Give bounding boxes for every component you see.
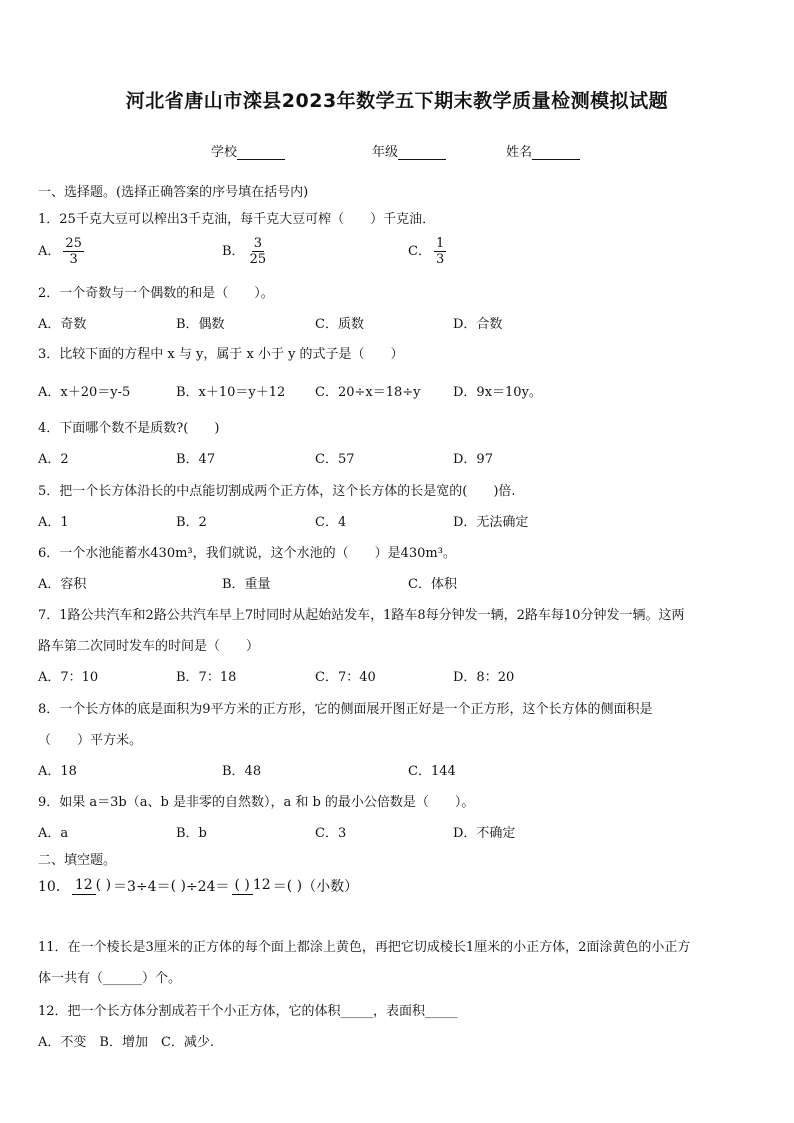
q12-options[interactable]: A．不变 B．增加 C．减少. — [38, 1035, 215, 1050]
q1-option-c[interactable] — [408, 236, 446, 267]
q2-option-b[interactable]: B．偶数 — [176, 317, 225, 332]
fraction-numerator: 3 — [253, 236, 262, 251]
q4-option-d[interactable]: D．97 — [453, 452, 493, 467]
q1-option-a[interactable] — [38, 236, 84, 267]
fraction-numerator: 25 — [65, 236, 82, 251]
q5-option-c[interactable]: C．4 — [315, 515, 347, 530]
section-heading-fill: 二、填空题。 — [38, 853, 117, 868]
q7-option-b[interactable]: B．7：18 — [176, 670, 237, 685]
q4-option-b[interactable]: B．47 — [176, 452, 216, 467]
question-9: 9．如果 a＝3b（a、b 是非零的自然数），a 和 b 的最小公倍数是（ ）。 — [38, 795, 475, 810]
q6-option-a[interactable]: A．容积 — [38, 577, 87, 592]
q4-option-a[interactable]: A．2 — [38, 452, 69, 467]
q8-option-a[interactable]: A．18 — [38, 764, 77, 779]
q10-equation-part-2: ÷24＝ — [185, 879, 230, 895]
name-blank[interactable] — [532, 145, 580, 160]
q6-option-b[interactable]: B．重量 — [222, 577, 271, 592]
q9-option-b[interactable]: B．b — [176, 826, 207, 841]
school-label: 学校 — [211, 145, 238, 160]
question-4: 4．下面哪个数不是质数?( ) — [38, 421, 220, 436]
grade-field — [372, 141, 446, 160]
question-8-line-1: 8．一个长方体的底是面积为9平方米的正方形，它的侧面展开图正好是一个正方形，这个长方体的侧面积是 — [38, 702, 653, 717]
q1-option-a-label: A． — [38, 244, 61, 259]
question-8-line-2: （ ）平方米。 — [38, 733, 143, 748]
section-heading-choice: 一、选择题。(选择正确答案的序号填在括号内) — [38, 185, 309, 200]
fraction-denominator: 3 — [435, 252, 445, 267]
q2-option-a[interactable]: A．奇数 — [38, 317, 87, 332]
question-3: 3．比较下面的方程中 x 与 y，属于 x 小于 y 的式子是（ ） — [38, 347, 404, 362]
q7-option-c[interactable]: C．7：40 — [315, 670, 376, 685]
question-5: 5．把一个长方体沿长的中点能切割成两个正方体，这个长方体的长是宽的( )倍. — [38, 484, 516, 499]
question-10 — [38, 876, 358, 896]
q3-option-d[interactable]: D．9x＝10y。 — [453, 385, 542, 400]
q7-option-a[interactable]: A．7：10 — [38, 670, 99, 685]
q1-option-b[interactable] — [222, 236, 268, 267]
school-blank[interactable] — [237, 145, 285, 160]
q9-option-d[interactable]: D．不确定 — [453, 826, 516, 841]
q10-equation-part-3: ＝ — [272, 879, 287, 895]
q2-option-c[interactable]: C．质数 — [315, 317, 364, 332]
fraction-denominator: 3 — [69, 252, 78, 267]
question-10-label: 10． — [38, 879, 70, 895]
q1-option-c-fraction — [434, 236, 446, 267]
fraction-numerator: 12 — [72, 877, 96, 895]
q8-option-b[interactable]: B．48 — [222, 764, 262, 779]
question-11-line-2: 体一共有（______）个。 — [38, 971, 182, 986]
q5-option-d[interactable]: D．无法确定 — [453, 515, 529, 530]
fraction-denominator: ( ) — [95, 877, 112, 893]
q3-option-b[interactable]: B．x＋10＝y＋12 — [176, 385, 286, 400]
grade-blank[interactable] — [398, 145, 446, 160]
fraction-denominator: 12 — [252, 877, 271, 893]
question-12: 12．把一个长方体分割成若干个小正方体，它的体积_____，表面积_____ — [38, 1004, 458, 1019]
q10-fraction-1[interactable] — [72, 877, 111, 895]
q5-option-a[interactable]: A．1 — [38, 515, 69, 530]
q1-option-b-label: B． — [222, 244, 245, 259]
name-label: 姓名 — [506, 145, 533, 160]
q10-decimal-blank[interactable]: ( ) — [286, 878, 303, 894]
q9-option-a[interactable]: A．a — [38, 826, 69, 841]
q1-option-a-fraction — [63, 236, 84, 267]
question-6: 6．一个水池能蓄水430m³，我们就说，这个水池的（ ）是430m³。 — [38, 546, 456, 561]
q1-option-b-fraction — [248, 236, 269, 267]
question-7-line-1: 7．1路公共汽车和2路公共汽车早上7时同时从起始站发车，1路车8每分钟发一辆，2路车每10分钟发一辆。这两 — [38, 608, 685, 623]
q8-option-c[interactable]: C．144 — [408, 764, 456, 779]
q3-option-c[interactable]: C．20÷x＝18÷y — [315, 385, 421, 400]
q10-fraction-2[interactable] — [232, 877, 271, 895]
question-11-line-1: 11．在一个棱长是3厘米的正方体的每个面上都涂上黄色，再把它切成棱长1厘米的小正方体，2面涂黄色的小正方 — [38, 940, 691, 955]
fraction-numerator: ( ) — [232, 877, 253, 895]
question-1: 1．25千克大豆可以榨出3千克油，每千克大豆可榨（ ）千克油． — [38, 212, 436, 227]
q10-equation-part-1: ＝3÷4＝ — [113, 879, 171, 895]
q1-option-c-label: C． — [408, 244, 431, 259]
question-7-line-2: 路车第二次同时发车的时间是（ ） — [38, 639, 260, 654]
question-2: 2．一个奇数与一个偶数的和是（ ）。 — [38, 286, 274, 301]
school-field — [211, 141, 285, 160]
fraction-numerator: 1 — [435, 236, 445, 251]
q2-option-d[interactable]: D．合数 — [453, 317, 503, 332]
q10-decimal-hint: （小数） — [302, 879, 359, 895]
q3-option-a[interactable]: A．x＋20＝y-5 — [38, 385, 131, 400]
q6-option-c[interactable]: C．体积 — [408, 577, 457, 592]
q5-option-b[interactable]: B．2 — [176, 515, 207, 530]
q4-option-c[interactable]: C．57 — [315, 452, 355, 467]
grade-label: 年级 — [372, 145, 399, 160]
q10-paren-blank[interactable]: ( ) — [170, 878, 186, 894]
name-field — [506, 141, 580, 160]
fraction-denominator: 25 — [249, 252, 267, 267]
q9-option-c[interactable]: C．3 — [315, 826, 347, 841]
page-title: 河北省唐山市滦县2023年数学五下期末教学质量检测模拟试题 — [125, 90, 669, 112]
q7-option-d[interactable]: D．8：20 — [453, 670, 515, 685]
